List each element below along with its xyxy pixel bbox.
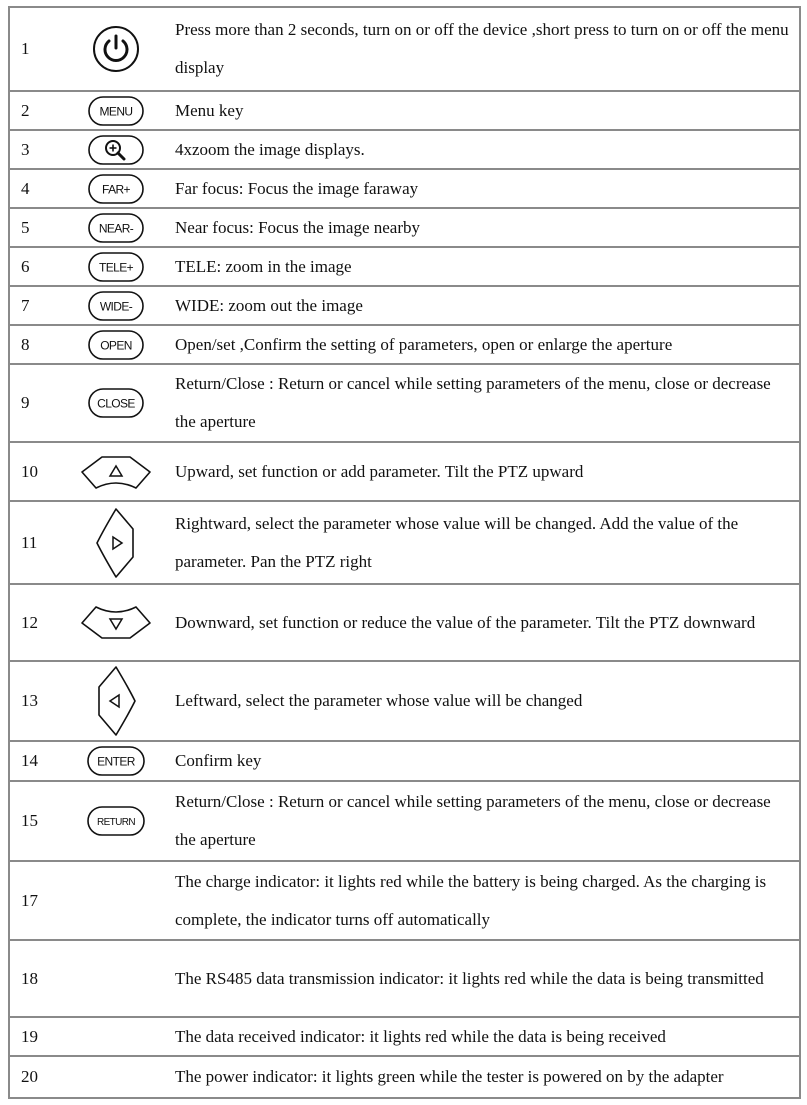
key-cell: [68, 92, 164, 129]
row-number: 8: [21, 334, 30, 354]
key-cell: [68, 131, 164, 168]
key-cell: [68, 662, 164, 740]
table-row: [8, 1016, 801, 1055]
table-row: [8, 207, 801, 246]
row-number: 5: [21, 217, 30, 237]
row-description: Near focus: Focus the image nearby: [175, 217, 420, 237]
power-icon: [92, 25, 140, 73]
row-number: 12: [21, 612, 38, 632]
open-key: [88, 330, 144, 360]
table-row: [8, 246, 801, 285]
table-row: [8, 660, 801, 740]
row-number: 20: [21, 1067, 38, 1086]
table-row: [8, 860, 801, 939]
row-number: 9: [21, 393, 30, 412]
zoom-in-icon: [88, 135, 144, 165]
row-description: Rightward, select the parameter whose value will be changed. Add the value of the parameter. Pan the PTZ right: [175, 513, 739, 571]
row-description: Leftward, select the parameter whose value will be changed: [175, 691, 583, 710]
table-row: [8, 129, 801, 168]
row-number: 4: [21, 178, 30, 198]
row-number: 15: [21, 811, 38, 830]
enter-key-label: ENTER: [97, 754, 135, 769]
row-number: 13: [21, 691, 38, 710]
enter-key: [87, 746, 145, 776]
table-row: [8, 6, 801, 90]
row-description: The power indicator: it lights green while the tester is powered on by the adapter: [175, 1067, 724, 1086]
tele-key: [88, 252, 144, 282]
table-row: [8, 939, 801, 1016]
key-cell: [68, 742, 164, 780]
row-description: Far focus: Focus the image faraway: [175, 178, 419, 198]
table-row: [8, 168, 801, 207]
far-key-label: FAR+: [102, 182, 130, 196]
key-cell: [68, 365, 164, 441]
return-key: [87, 806, 145, 836]
close-key: [88, 388, 144, 418]
down-arrow-icon: [80, 605, 152, 641]
right-arrow-icon: [96, 508, 136, 578]
key-cell: [68, 170, 164, 207]
row-description: WIDE: zoom out the image: [175, 295, 363, 315]
table-row: [8, 583, 801, 660]
row-description: Return/Close : Return or cancel while setting parameters of the menu, close or decrease the aperture: [175, 792, 771, 849]
table-row: [8, 441, 801, 500]
table-row: [8, 1055, 801, 1099]
open-key-label: OPEN: [100, 338, 132, 352]
menu-key: [88, 96, 144, 126]
table-row: [8, 90, 801, 129]
key-cell: [68, 8, 164, 90]
row-description: Return/Close : Return or cancel while setting parameters of the menu, close or decrease the aperture: [175, 374, 771, 431]
row-number: 19: [21, 1026, 38, 1046]
row-number: 10: [21, 461, 38, 481]
key-cell: [68, 443, 164, 500]
row-description: The charge indicator: it lights red while the battery is being charged. As the charging is complete, the indicator turns off automatically: [175, 871, 767, 929]
key-cell: [68, 248, 164, 285]
near-focus-key: [88, 213, 144, 243]
row-description: Menu key: [175, 100, 244, 120]
key-cell: [68, 585, 164, 660]
row-description: Upward, set function or add parameter. Tilt the PTZ upward: [175, 461, 584, 481]
near-key-label: NEAR-: [98, 221, 134, 235]
row-description: Press more than 2 seconds, turn on or off the device ,short press to turn on or off the menu display: [175, 20, 789, 77]
row-number: 17: [21, 890, 38, 910]
row-number: 14: [21, 751, 38, 770]
row-description: TELE: zoom in the image: [175, 256, 352, 276]
row-description: Confirm key: [175, 751, 262, 770]
key-cell: [68, 782, 164, 860]
menu-key-label: MENU: [99, 104, 133, 118]
left-arrow-icon: [96, 666, 136, 736]
table-row: [8, 363, 801, 441]
row-number: 6: [21, 256, 30, 276]
row-description: Downward, set function or reduce the value of the parameter. Tilt the PTZ downward: [175, 612, 756, 632]
row-description: The data received indicator: it lights red while the data is being received: [175, 1026, 666, 1046]
far-focus-key: [88, 174, 144, 204]
wide-key: [88, 291, 144, 321]
table-row: [8, 780, 801, 860]
return-key-label: RETURN: [96, 817, 136, 828]
table-row: [8, 740, 801, 780]
row-description: The RS485 data transmission indicator: it lights red while the data is being transmitted: [175, 968, 764, 988]
key-cell: [68, 502, 164, 583]
table-row: [8, 324, 801, 363]
table-row: [8, 285, 801, 324]
key-cell: [68, 326, 164, 363]
up-arrow-icon: [80, 454, 152, 490]
close-key-label: CLOSE: [97, 396, 135, 411]
key-cell: [68, 287, 164, 324]
tele-key-label: TELE+: [98, 260, 134, 274]
wide-key-label: WIDE-: [99, 299, 133, 313]
row-number: 2: [21, 100, 30, 120]
row-description: Open/set ,Confirm the setting of parameters, open or enlarge the aperture: [175, 334, 673, 354]
row-description: 4xzoom the image displays.: [175, 139, 365, 159]
row-number: 7: [21, 295, 30, 315]
table-row: [8, 500, 801, 583]
row-number: 11: [21, 532, 38, 552]
row-number: 18: [21, 968, 38, 988]
key-cell: [68, 209, 164, 246]
row-number: 1: [21, 39, 30, 58]
row-number: 3: [21, 139, 30, 159]
